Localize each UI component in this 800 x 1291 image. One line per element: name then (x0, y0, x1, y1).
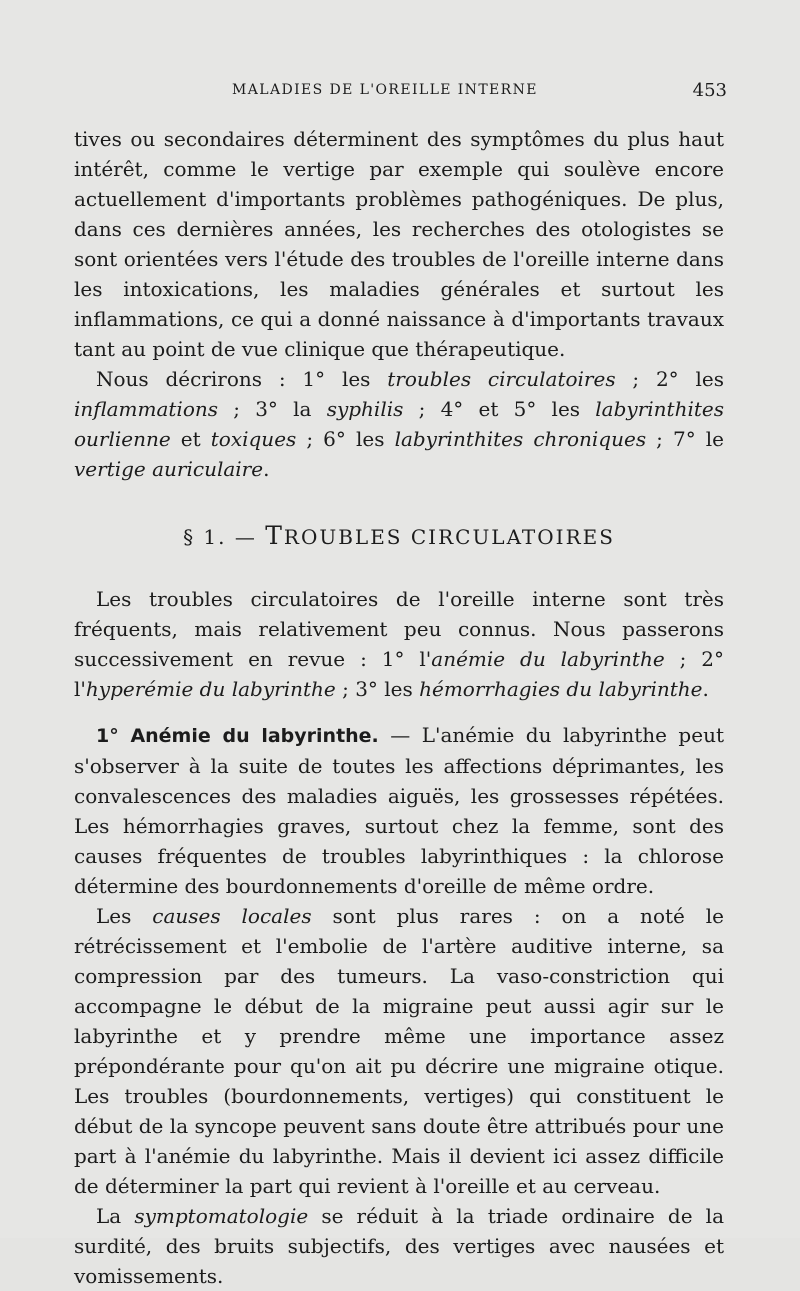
italic-term: hémorrhagies du labyrinthe (419, 677, 703, 701)
text-run: Nous décrirons : 1° les (96, 367, 388, 391)
text-run: Les (96, 904, 153, 928)
italic-term: anémie du labyrinthe (431, 647, 665, 671)
text-run: ; 3° les (335, 677, 420, 701)
spacer (74, 704, 724, 720)
italic-term: causes locales (152, 904, 312, 928)
page-body (74, 124, 724, 1291)
paragraph-intro (74, 584, 724, 704)
section-symbol: § 1. — (183, 525, 266, 549)
italic-term: troubles circulatoires (387, 367, 616, 391)
heading-initial: T (265, 521, 284, 550)
running-header (232, 82, 727, 106)
text-run: Les troubles circulatoires de l'oreille interne sont très fréquents, mais relativement peu connus. Nous passerons successivement en revue : 1° l' (74, 587, 724, 671)
paragraph-continuation (74, 124, 724, 364)
text-run: ; 2° l' (74, 647, 724, 701)
paragraph-text: tives ou secondaires déterminent des symptômes du plus haut intérêt, comme le vertige par exemple qui soulève encore actuellement d'importants problèmes pathogéniques. De plus, dans ces dernières années, les recherches des otologistes se sont orientées vers l'étude des troubles de l'oreille interne dans les intoxications, les maladies générales et surtout les inflammations, ce qui a donné naissance à d'importants travaux tant au point de vue clinique que thérapeutique. (74, 127, 724, 361)
section-heading (74, 521, 724, 552)
paragraph-symptoms (74, 1201, 724, 1291)
text-run: sont plus rares : on a noté le rétrécissement et l'embolie de l'artère auditive interne, sa compression par des tumeurs. La vaso-constriction qui accompagne le début de la migraine peut aussi agir sur le labyrinthe et y prendre même une importance assez prépondérante pour qu'on ait pu décrire une migraine otique. Les troubles (bourdonnements, vertiges) qui constituent le début de la syncope peuvent sans doute être attribués pour une part à l'anémie du labyrinthe. Mais il devient ici assez difficile de déterminer la part qui revient à l'oreille et au cerveau. (74, 904, 724, 1198)
section-heading-block (74, 484, 724, 584)
heading-text: CIRCULATOIRES (410, 525, 615, 549)
text-run: . (263, 457, 270, 481)
italic-term: hyperémie du labyrinthe (85, 677, 336, 701)
text-run: La (96, 1204, 135, 1228)
text-run: ; 4° et 5° les (403, 397, 596, 421)
heading-text: ROUBLES (283, 525, 411, 549)
text-run: ; 3° la (218, 397, 327, 421)
text-run: et (170, 427, 211, 451)
text-run: . (702, 677, 709, 701)
italic-term: syphilis (326, 397, 404, 421)
page-number: 453 (692, 80, 727, 101)
paragraph-causes (74, 901, 724, 1201)
text-run: ; 2° les (615, 367, 724, 391)
paragraph-outline (74, 364, 724, 484)
text-run: ; 7° le (646, 427, 725, 451)
text-run: ; 6° les (296, 427, 395, 451)
italic-term: symptomatologie (134, 1204, 309, 1228)
italic-term: inflammations (74, 397, 219, 421)
subsection-title: 1° Anémie du labyrinthe. (96, 725, 379, 747)
italic-term: labyrinthites chroniques (394, 427, 647, 451)
paragraph-anemie (74, 720, 724, 901)
italic-term: labyrinthites ourlienne (74, 397, 724, 451)
paragraph-text: — L'anémie du labyrinthe peut s'observer à la suite de toutes les affections déprimantes, les convalescences des maladies aiguës, les grossesses répétées. Les hémorrhagies graves, surtout chez la femme, sont des causes fréquentes de troubles labyrinthiques : la chlorose détermine des bourdonnements d'oreille de même ordre. (74, 723, 724, 898)
italic-term: vertige auriculaire (74, 457, 264, 481)
running-title: MALADIES DE L'OREILLE INTERNE (232, 82, 538, 98)
italic-term: toxiques (210, 427, 297, 451)
text-run: se réduit à la triade ordinaire de la surdité, des bruits subjectifs, des vertiges avec nausées et vomissements. (74, 1204, 725, 1288)
